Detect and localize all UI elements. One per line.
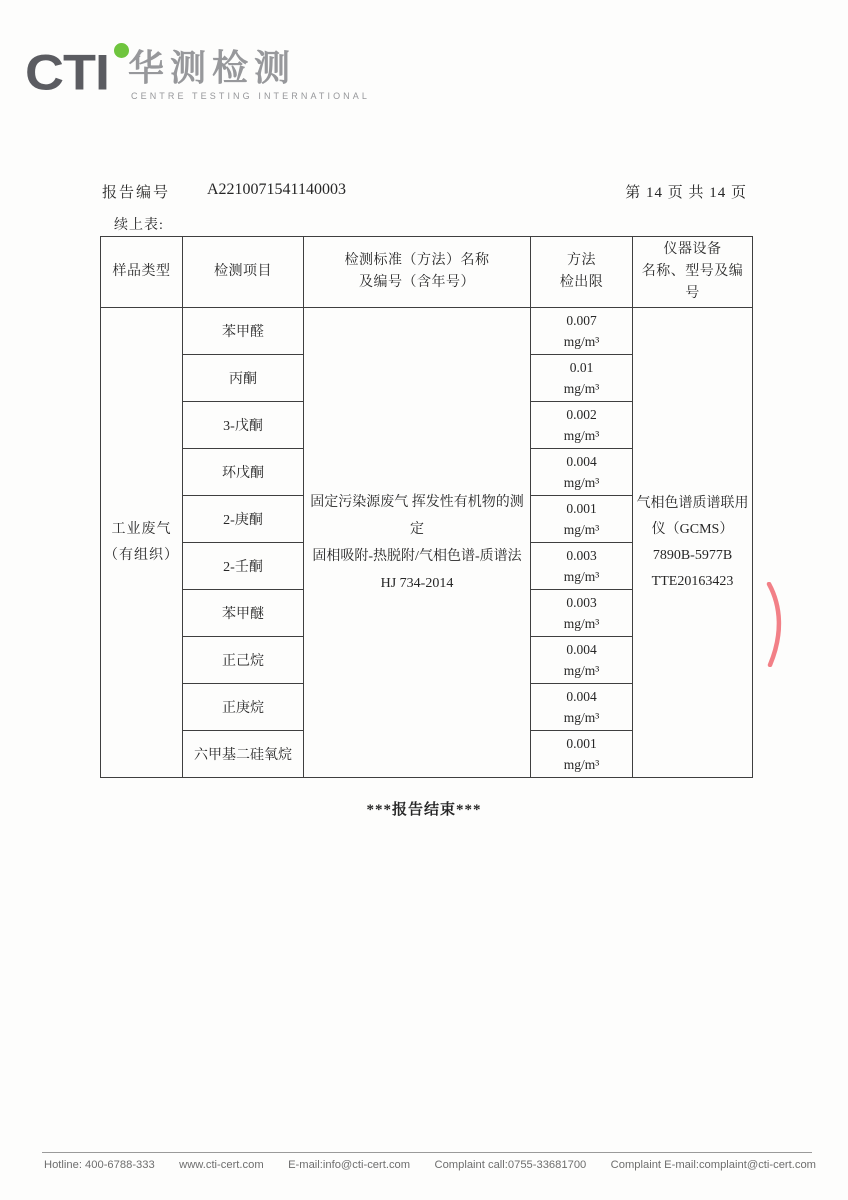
- company-name-english: CENTRE TESTING INTERNATIONAL: [131, 91, 370, 101]
- footer-divider: [42, 1152, 812, 1153]
- detection-limit-cell: [531, 355, 633, 402]
- page-indicator: 第 14 页 共 14 页: [625, 185, 747, 201]
- instrument-line3: 7890B-5977B: [652, 547, 733, 563]
- header-standard: [304, 237, 531, 308]
- test-item-cell: 2-壬酮: [183, 543, 304, 590]
- header-standard-line2: 及编号（含年号）: [359, 275, 475, 290]
- header-limit-line2: 检出限: [559, 275, 604, 290]
- sample-type-line1: 工业废气: [111, 521, 172, 537]
- limit-unit: mg/m³: [563, 334, 600, 349]
- limit-value: 0.004: [566, 689, 597, 704]
- red-stamp-arc: [764, 582, 794, 667]
- header-detection-limit: [531, 237, 633, 308]
- instrument-line2: 仪（GCMS）: [651, 521, 734, 537]
- instrument-line1: 气相色谱质谱联用: [636, 495, 749, 511]
- detection-limit-cell: [531, 402, 633, 449]
- cti-logo-green-dot: [114, 43, 129, 58]
- header-test-item: 检测项目: [183, 237, 304, 308]
- sample-type-cell: [101, 308, 183, 778]
- limit-value: 0.001: [566, 736, 597, 751]
- limit-value: 0.003: [566, 595, 597, 610]
- report-no-label: 报告编号: [102, 185, 171, 201]
- test-item-cell: 苯甲醚: [183, 590, 304, 637]
- limit-unit: mg/m³: [563, 522, 600, 537]
- footer: [44, 1159, 816, 1171]
- header-sample-type: 样品类型: [101, 237, 183, 308]
- test-item-cell: 正己烷: [183, 637, 304, 684]
- limit-value: 0.002: [566, 407, 597, 422]
- test-results-table: [100, 236, 753, 778]
- footer-website: www.cti-cert.com: [179, 1159, 264, 1171]
- cti-logo: [25, 30, 370, 110]
- limit-value: 0.004: [566, 642, 597, 657]
- end-of-report-note: ***报告结束***: [366, 802, 482, 818]
- continued-table-label: 续上表:: [114, 218, 164, 233]
- limit-value: 0.004: [566, 454, 597, 469]
- test-item-cell: 苯甲醛: [183, 308, 304, 355]
- cti-logo-text: CTI: [25, 45, 109, 101]
- instrument-cell: [633, 308, 753, 778]
- test-item-cell: 2-庚酮: [183, 496, 304, 543]
- instrument-line4: TTE20163423: [651, 573, 734, 589]
- limit-unit: mg/m³: [563, 757, 600, 772]
- limit-unit: mg/m³: [563, 616, 600, 631]
- test-item-cell: 环戊酮: [183, 449, 304, 496]
- footer-complaint-call: Complaint call:0755-33681700: [434, 1159, 587, 1171]
- detection-limit-cell: [531, 308, 633, 355]
- footer-complaint-email: Complaint E-mail:complaint@cti-cert.com: [610, 1159, 816, 1171]
- header-standard-line1: 检测标准（方法）名称: [344, 253, 490, 268]
- sample-type-line2: （有组织）: [104, 547, 179, 563]
- method-line1: 固定污染源废气 挥发性有机物的测定: [310, 494, 524, 537]
- table-row: [101, 308, 753, 355]
- limit-value: 0.007: [566, 313, 597, 328]
- header-instrument-line1: 仪器设备: [663, 242, 722, 257]
- limit-unit: mg/m³: [563, 428, 600, 443]
- header-instrument-line2: 名称、型号及编号: [641, 264, 744, 301]
- method-standard-cell: [304, 308, 531, 778]
- detection-limit-cell: [531, 496, 633, 543]
- limit-unit: mg/m³: [563, 663, 600, 678]
- test-item-cell: 六甲基二硅氧烷: [183, 731, 304, 778]
- method-line2: 固相吸附-热脱附/气相色谱-质谱法: [312, 548, 522, 564]
- detection-limit-cell: [531, 543, 633, 590]
- limit-value: 0.003: [566, 548, 597, 563]
- test-item-cell: 正庚烷: [183, 684, 304, 731]
- header-limit-line1: 方法: [567, 253, 596, 268]
- limit-unit: mg/m³: [563, 475, 600, 490]
- detection-limit-cell: [531, 684, 633, 731]
- report-no-value: A2210071541140003: [207, 181, 346, 198]
- footer-hotline: Hotline: 400-6788-333: [44, 1159, 155, 1171]
- limit-unit: mg/m³: [563, 569, 600, 584]
- method-line3: HJ 734-2014: [380, 575, 454, 591]
- limit-value: 0.01: [569, 360, 594, 375]
- header-instrument: [633, 237, 753, 308]
- detection-limit-cell: [531, 731, 633, 778]
- limit-unit: mg/m³: [563, 381, 600, 396]
- detection-limit-cell: [531, 449, 633, 496]
- test-item-cell: 3-戊酮: [183, 402, 304, 449]
- detection-limit-cell: [531, 637, 633, 684]
- company-name-chinese: 华测检测: [128, 47, 297, 88]
- test-item-cell: 丙酮: [183, 355, 304, 402]
- detection-limit-cell: [531, 590, 633, 637]
- limit-unit: mg/m³: [563, 710, 600, 725]
- table-header-row: [101, 237, 753, 308]
- footer-email: E-mail:info@cti-cert.com: [288, 1159, 411, 1171]
- limit-value: 0.001: [566, 501, 597, 516]
